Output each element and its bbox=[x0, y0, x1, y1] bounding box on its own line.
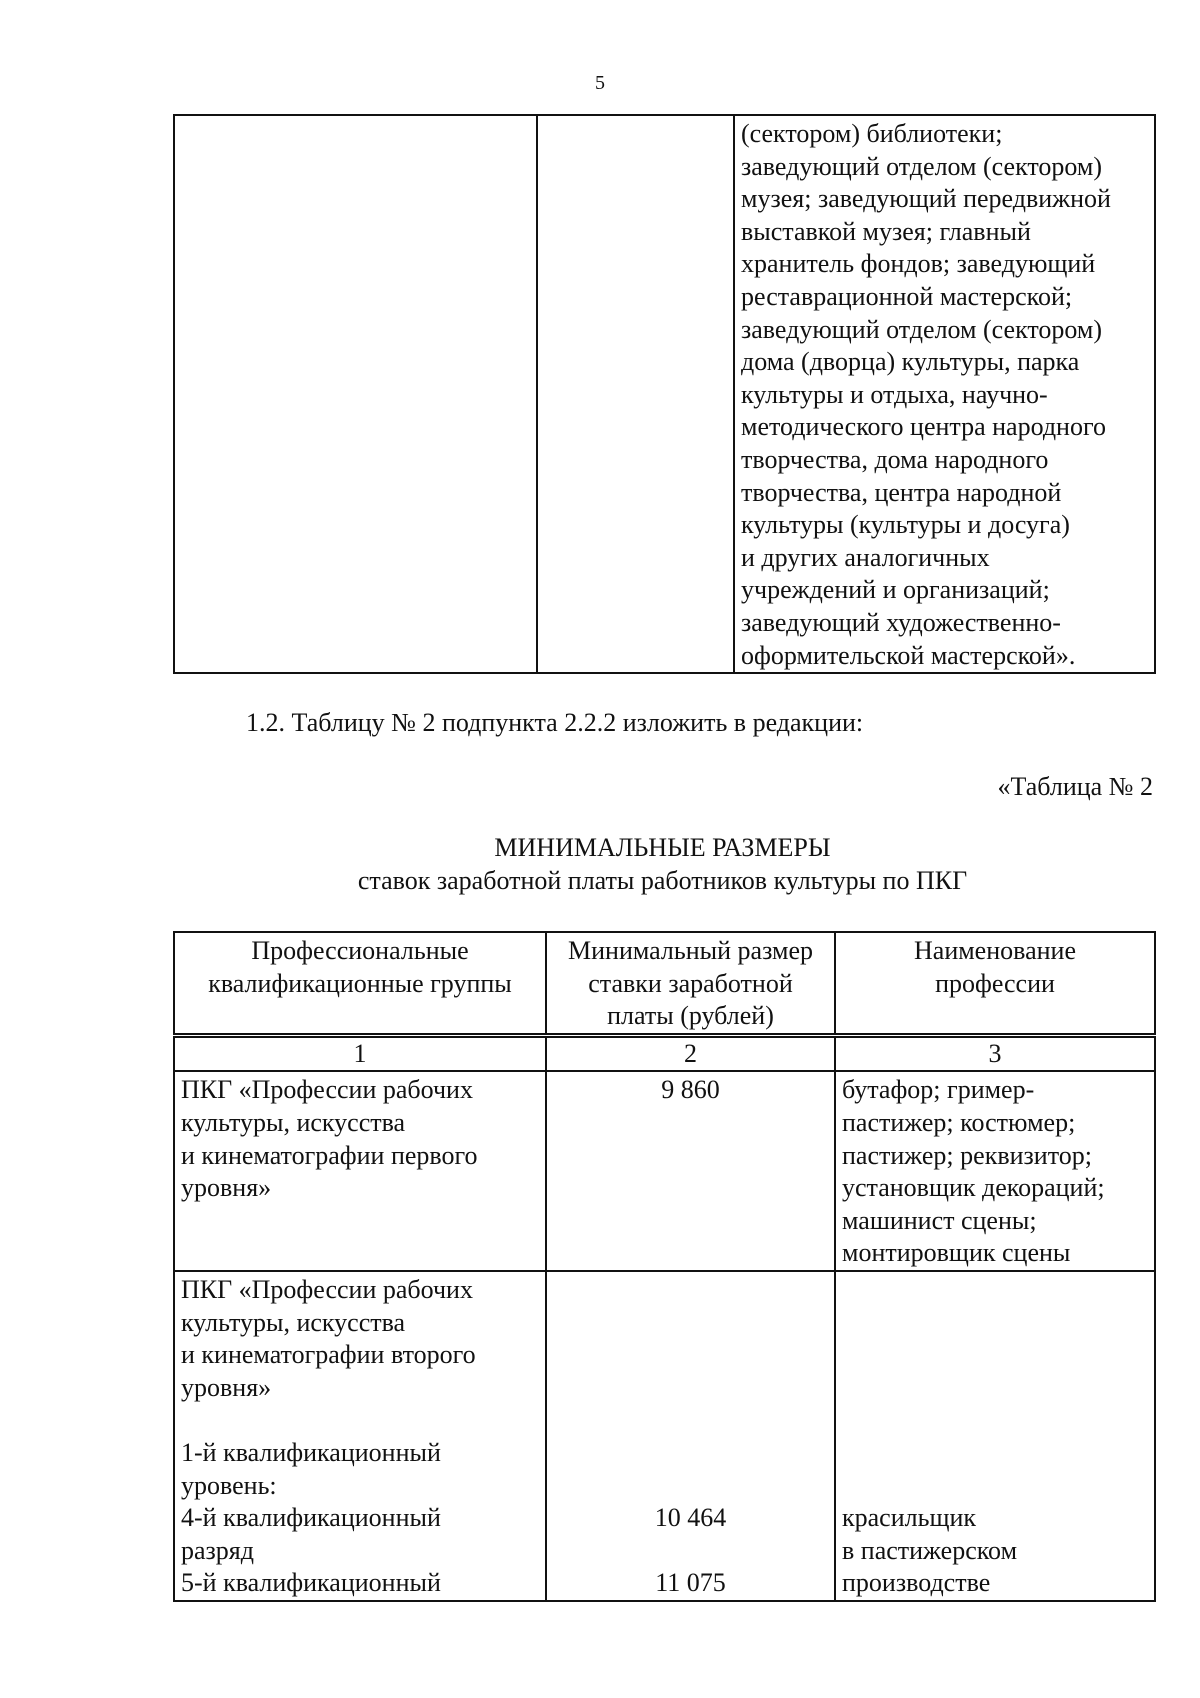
professions-cell: красильщик в пастижерском производстве bbox=[835, 1271, 1155, 1601]
column-header: Наименование профессии bbox=[835, 932, 1155, 1035]
rate-cell: 10 464 11 075 bbox=[546, 1271, 835, 1601]
continuation-table bbox=[173, 114, 1156, 674]
rates-table bbox=[173, 931, 1156, 1602]
rate-cell: 9 860 bbox=[546, 1071, 835, 1271]
column-header: Профессиональные квалификационные группы bbox=[174, 932, 546, 1035]
empty-cell bbox=[174, 115, 537, 673]
table-caption: «Таблица № 2 bbox=[997, 772, 1153, 801]
column-header: Минимальный размер ставки заработной платы (рублей) bbox=[546, 932, 835, 1035]
column-number: 3 bbox=[835, 1035, 1155, 1071]
column-number: 2 bbox=[546, 1035, 835, 1071]
table-row bbox=[174, 1271, 1155, 1601]
page-number: 5 bbox=[595, 72, 605, 94]
table-row bbox=[174, 1071, 1155, 1271]
column-number: 1 bbox=[174, 1035, 546, 1071]
empty-cell bbox=[537, 115, 734, 673]
table-row bbox=[174, 115, 1155, 673]
column-number-row bbox=[174, 1035, 1155, 1071]
table-header-row bbox=[174, 932, 1155, 1035]
amendment-paragraph: 1.2. Таблицу № 2 подпункта 2.2.2 изложить в редакции: bbox=[246, 708, 864, 737]
table-title: МИНИМАЛЬНЫЕ РАЗМЕРЫ bbox=[494, 833, 831, 862]
table-subtitle: ставок заработной платы работников культуры по ПКГ bbox=[357, 866, 968, 895]
group-cell: ПКГ «Профессии рабочих культуры, искусства и кинематографии второго уровня» 1-й квалификационный уровень: 4-й квалификационный разряд 5-й квалификационный bbox=[174, 1271, 546, 1601]
professions-cell: бутафор; гример- пастижер; костюмер; пастижер; реквизитор; установщик декораций; машинист сцены; монтировщик сцены bbox=[835, 1071, 1155, 1271]
professions-cell: (сектором) библиотеки; заведующий отделом (сектором) музея; заведующий передвижной выставкой музея; главный хранитель фондов; заведующий реставрационной мастерской; заведующий отделом (сектором) дома (дворца) культуры, парка культуры и отдыха, научно- методического центра народного творчества, дома народного творчества, центра народной культуры (культуры и досуга) и других аналогичных учреждений и организаций; заведующий художественно- оформительской мастерской». bbox=[734, 115, 1155, 673]
group-cell: ПКГ «Профессии рабочих культуры, искусства и кинематографии первого уровня» bbox=[174, 1071, 546, 1271]
